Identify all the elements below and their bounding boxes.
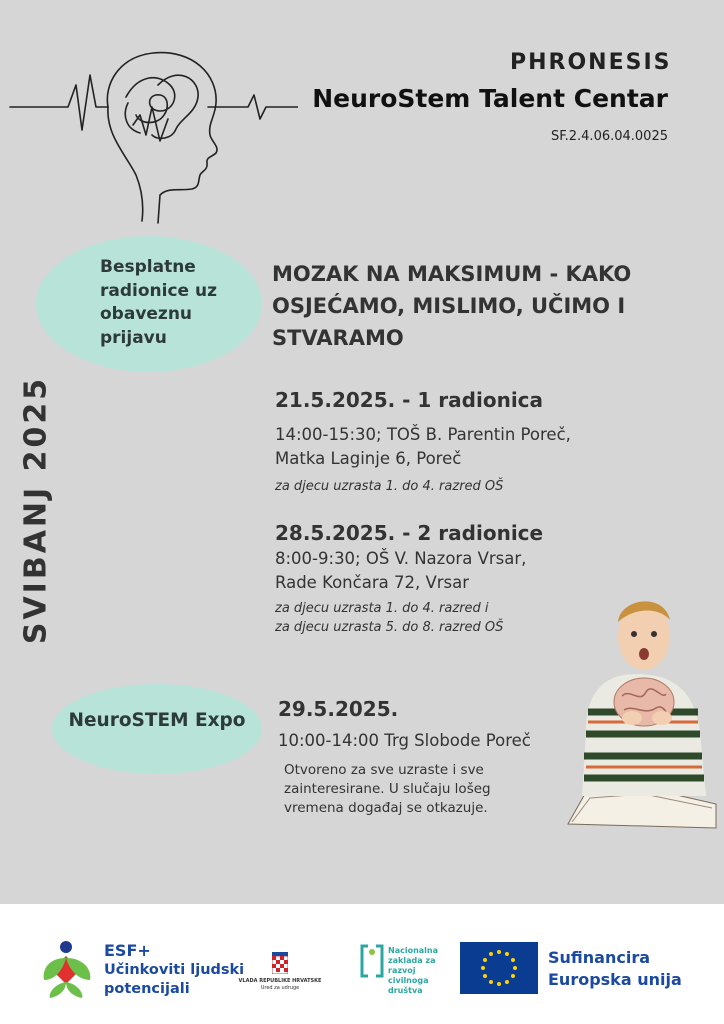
expo-description: Otvoreno za sve uzraste i sve zainteresirane. U slučaju lošeg vremena događaj se otkazuje.: [284, 762, 491, 816]
event-2-date: 28.5.2025. - 2 radionice: [275, 521, 544, 545]
event-2-location: 8:00-9:30; OŠ V. Nazora Vrsar,: [275, 549, 527, 568]
event-2-address: Rade Končara 72, Vrsar: [275, 573, 470, 592]
child-with-brain-photo: [566, 592, 722, 830]
nzrcd-logo-icon: [360, 944, 384, 978]
nzrcd-line-1: Nacionalna: [388, 946, 439, 955]
center-title: NeuroStem Talent Centar: [312, 84, 668, 113]
gov-line-2: Ured za udruge: [260, 985, 300, 991]
nzrcd-line-4: civilnoga: [388, 976, 429, 985]
esf-line-2: potencijali: [104, 981, 190, 997]
eu-line-1: Sufinancira: [548, 948, 651, 967]
croatia-coat-of-arms-icon: [272, 952, 288, 974]
event-2: [275, 521, 543, 637]
project-code: SF.2.4.06.04.0025: [550, 129, 668, 144]
event-1-address: Matka Laginje 6, Poreč: [275, 449, 462, 468]
brand-name: PHRONESIS: [510, 50, 672, 75]
event-2-audience-1: za djecu uzrasta 1. do 4. razred i: [275, 601, 489, 616]
workshop-title: MOZAK NA MAKSIMUM - KAKO OSJEĆAMO, MISLIMO, UČIMO I STVARAMO: [272, 262, 632, 350]
brand-logo: [510, 50, 672, 75]
esf-logo-icon: [40, 940, 96, 998]
esf-title: ESF+: [104, 941, 151, 960]
eu-flag-icon: [460, 942, 538, 994]
nzrcd-line-2: zaklada za: [388, 956, 436, 965]
nzrcd-line-3: razvoj: [388, 966, 416, 975]
expo-time-place: 10:00-14:00 Trg Slobode Poreč: [278, 731, 531, 750]
nzrcd-line-5: društva: [388, 986, 423, 995]
month-label-text: SVIBANJ 2025: [18, 375, 54, 645]
head-lineart-icon: [8, 45, 298, 225]
event-1-location: 14:00-15:30; TOŠ B. Parentin Poreč,: [275, 425, 571, 444]
month-label: [8, 370, 64, 650]
gov-line-1: VLADA REPUBLIKE HRVATSKE: [238, 978, 322, 984]
expo-info: [278, 697, 534, 818]
esf-line-1: Učinkoviti ljudski: [104, 962, 245, 978]
event-2-audience-2: za djecu uzrasta 5. do 8. razred OŠ: [275, 620, 504, 635]
expo-badge-text: NeuroSTEM Expo: [68, 710, 246, 731]
event-1: [275, 388, 571, 496]
footer: [0, 904, 724, 1024]
nzrcd-text: [388, 946, 438, 996]
event-1-audience: za djecu uzrasta 1. do 4. razred OŠ: [275, 479, 504, 494]
event-1-date: 21.5.2025. - 1 radionica: [275, 388, 544, 412]
eu-line-2: Europska unija: [548, 970, 682, 989]
expo-date: 29.5.2025.: [278, 697, 399, 721]
free-workshops-text: Besplatne radionice uz obaveznu prijavu: [100, 257, 217, 348]
